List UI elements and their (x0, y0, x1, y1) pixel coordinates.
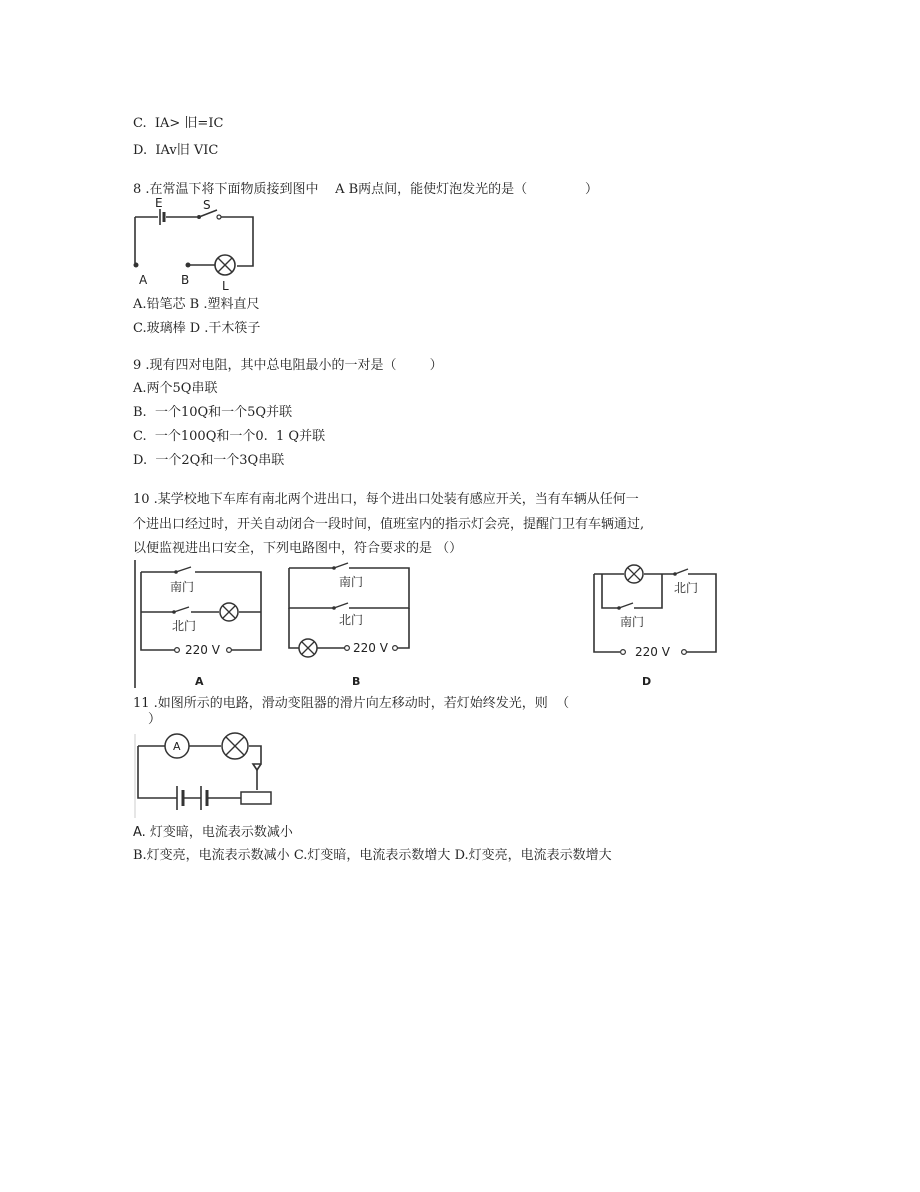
q10d-north-switch-lever (675, 569, 688, 574)
q10d-label-voltage: 220 V (635, 645, 670, 659)
q8-label-a: A (139, 273, 148, 287)
q10d-left-wire (594, 574, 620, 652)
q9-option-d: D. 一个2Q和一个3Q串联 (133, 453, 285, 468)
q8-label-b: B (181, 273, 190, 287)
q10a-top-branch (141, 572, 261, 650)
q10a-label-south: 南门 (170, 580, 195, 594)
q10a-label-north: 北门 (172, 619, 197, 633)
q9-option-a: A.两个5Q串联 (133, 381, 218, 396)
q10-stem-line2: 个进出口经过时，开关自动闭合一段时间，值班室内的指示灯会亮，提醒门卫有车辆通过, (133, 517, 645, 532)
q10-stem-line3: 以便监视进出口安全，下列电路图中，符合要求的是 （） (133, 541, 463, 556)
q8-terminal-a (134, 263, 139, 268)
q10b-south-switch-lever (334, 563, 348, 568)
q10d-south-switch-lever (619, 603, 633, 608)
q9-option-c: C. 一个100Q和一个0. 1 Q并联 (133, 429, 326, 444)
q11-option-a: A. 灯变暗，电流表示数减小 (133, 825, 293, 840)
q10b-terminal-left (345, 646, 350, 651)
q8-label-s: S (203, 198, 211, 212)
q10-stem-line1: 10 .某学校地下车库有南北两个进出口，每个进出口处装有感应开关，当有车辆从任何一 (133, 492, 639, 507)
q11-stem-line2: ） (148, 712, 162, 727)
q11-ammeter-label: A (173, 740, 181, 753)
q10a-terminal-right (227, 648, 232, 653)
q9-stem: 9 .现有四对电阻，其中总电阻最小的一对是（ ） (133, 358, 443, 373)
q11-stem-line1: 11 .如图所示的电路，滑动变阻器的滑片向左移动时，若灯始终发光，则 （ (133, 696, 570, 711)
q10b-terminal-right (393, 646, 398, 651)
q10b-label-north: 北门 (339, 613, 364, 627)
q10a-north-switch-lever (174, 607, 189, 612)
q10b-label-voltage: 220 V (353, 641, 388, 655)
q8-label-l: L (222, 279, 229, 293)
q8-options-ab: A.铅笔芯 B .塑料直尺 (133, 297, 260, 312)
q10-circuit-b (287, 560, 417, 690)
q11-circuit-figure (133, 730, 278, 820)
q8-wire-top (135, 217, 253, 266)
q8-switch-contact (217, 215, 221, 219)
q10b-label-south: 南门 (339, 575, 364, 589)
q10b-caption: B (352, 675, 361, 688)
q10a-label-voltage: 220 V (185, 643, 220, 657)
q8-stem: 8 .在常温下将下面物质接到图中 A B两点间，能使灯泡发光的是（ ） (133, 182, 598, 197)
q10d-caption: D (642, 675, 652, 688)
q11-rheostat (241, 792, 271, 804)
q7-option-d: D. IAv旧 VIC (133, 143, 219, 158)
q10d-label-south: 南门 (620, 615, 645, 629)
q11-options-bcd: B.灯变亮，电流表示数减小 C.灯变暗，电流表示数增大 D.灯变亮，电流表示数增大 (133, 848, 612, 863)
q10-circuit-d (590, 562, 722, 690)
q10-circuit-a (133, 558, 267, 690)
q7-option-c: C. IA> 旧=IC (133, 116, 224, 131)
q10b-north-switch-lever (334, 603, 348, 608)
q8-label-e: E (155, 197, 163, 210)
q10a-caption: A (195, 675, 204, 688)
q10a-south-switch-lever (176, 567, 191, 572)
q10a-terminal-left (175, 648, 180, 653)
q8-options-cd: C.玻璃棒 D .干木筷子 (133, 321, 261, 336)
q10d-terminal-left (621, 650, 626, 655)
q10d-label-north: 北门 (674, 581, 699, 595)
q10d-terminal-right (682, 650, 687, 655)
q8-circuit-figure (133, 197, 257, 293)
q9-option-b: B. 一个10Q和一个5Q并联 (133, 405, 293, 420)
